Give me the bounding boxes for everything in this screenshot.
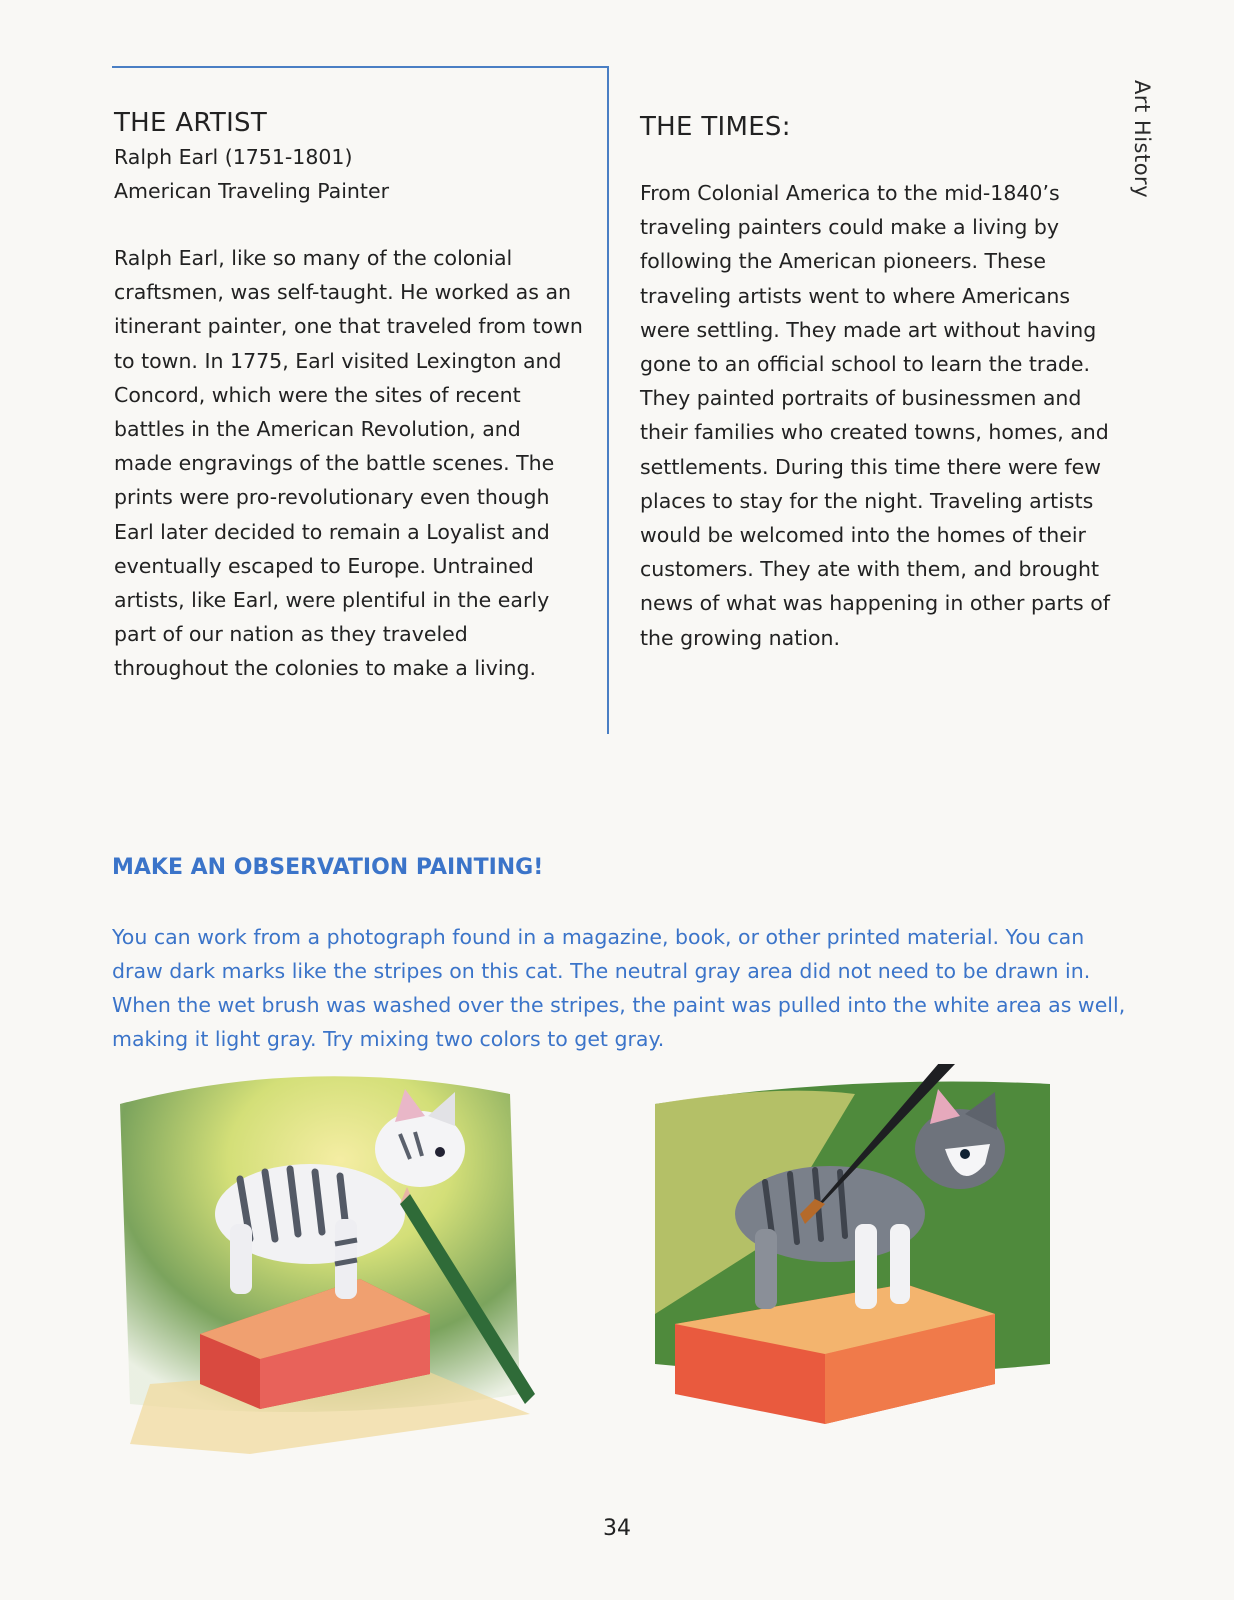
times-body: From Colonial America to the mid-1840’s traveling painters could make a living by following the American pioneers. These traveling artists went to where Americans were settling. They made art without having gone to an official school to learn the trade. They painted portraits of businessmen and their families who created towns, homes, and settlements. During this time there were few places to stay for the night. Traveling artists would be welcomed into the homes of their customers. They ate with them, and brought news of what was happening in other parts of the growing nation. <box>640 181 1110 650</box>
artist-section <box>114 108 584 686</box>
times-heading: THE TIMES: <box>640 112 791 142</box>
artist-body: Ralph Earl, like so many of the colonial craftsmen, was self-taught. He worked as an itinerant painter, one that traveled from town to town. In 1775, Earl visited Lexington and Concord, which were the sites of recent battles in the American Revolution, and made engravings of the battle scenes. The prints were pro-revolutionary even though Earl later decided to remain a Loyalist and eventually escaped to Europe. Untrained artists, like Earl, were plentiful in the early part of our nation as they traveled throughout the colonies to make a living. <box>114 246 583 681</box>
artist-heading: THE ARTIST <box>114 108 268 138</box>
section-tab-label: Art History <box>1130 80 1154 199</box>
times-section <box>640 112 1110 655</box>
kitten-painting-image <box>655 1064 1065 1454</box>
observation-instructions: You can work from a photograph found in a magazine, book, or other printed material. You can draw dark marks like the stripes on this cat. The neutral gray area did not need to be drawn in. When the wet brush was washed over the stripes, the paint was pulled into the white area as well, making it light gray. Try mixing two colors to get gray. <box>112 925 1126 1051</box>
top-rule <box>112 66 609 68</box>
kitten-drawing-image <box>110 1064 540 1454</box>
artist-role: American Traveling Painter <box>114 179 389 203</box>
observation-title: MAKE AN OBSERVATION PAINTING! <box>112 855 544 880</box>
artist-name: Ralph Earl (1751-1801) <box>114 145 353 169</box>
page-number: 34 <box>603 1516 631 1541</box>
column-divider <box>607 66 609 734</box>
